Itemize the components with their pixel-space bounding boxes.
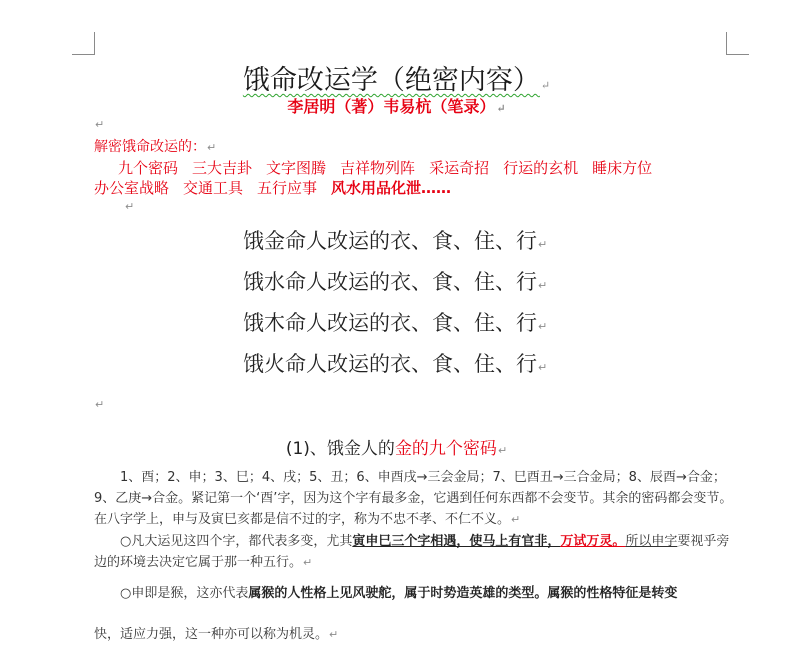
paragraph-mark: ↵	[95, 118, 105, 131]
paragraph-2: ○凡大运见这四个字，都代表多变，尤其寅申巳三个字相遇，使马上有官非，万试万灵。所以申字要视乎旁边的环境去决定它属于那一种五行。↵	[94, 534, 730, 570]
intro-item: 文字图腾	[266, 159, 327, 177]
document-subtitle: 李居明（著）韦易杭（笔录）↵	[287, 97, 506, 116]
big-line-fire: 饿火命人改运的衣、食、住、行↵	[243, 352, 548, 376]
intro-item: 办公室战略	[94, 179, 170, 197]
paragraph-4: 快，适应力强，这一种亦可以称为机灵。↵	[94, 627, 339, 642]
intro-item: 采运奇招	[429, 159, 490, 177]
big-line-metal: 饿金命人改运的衣、食、住、行↵	[243, 229, 548, 253]
paragraph-mark: ↵	[95, 398, 105, 411]
crop-mark-top-right	[726, 32, 749, 55]
intro-item: 睡床方位	[592, 159, 653, 177]
paragraph-mark: ↵	[125, 200, 135, 213]
document-title: 饿命改运学（绝密内容）↵	[242, 65, 551, 96]
intro-item: 行运的玄机	[503, 159, 579, 177]
paragraph-1: 1、酉；2、申；3、巳；4、戌；5、丑；6、申酉戌→三会金局；7、巳酉丑→三合金局；8、辰酉→合金；9、乙庚→合金。紧记第一个‘酉’字，因为这个字有最多金，它遇到任何东西都不会变节。其余的密码都会变节。在八字学上，申与及寅巳亥都是信不过的字，称为不忠不孝、不仁不义。↵	[94, 470, 733, 527]
intro-item: 三大吉卦	[192, 159, 253, 177]
paragraph-3: ○申即是猴，这亦代表属猴的人性格上见风驶舵，属于时势造英雄的类型。属猴的性格特征是转变	[120, 586, 678, 601]
big-line-wood: 饿木命人改运的衣、食、住、行↵	[243, 311, 548, 335]
intro-item: 五行应事	[257, 179, 318, 197]
intro-item-bold: 风水用品化泄……	[331, 179, 452, 197]
big-line-water: 饿水命人改运的衣、食、住、行↵	[243, 270, 548, 294]
intro-item: 吉祥物列阵	[340, 159, 416, 177]
intro-item: 九个密码	[118, 159, 179, 177]
intro-items-line1	[94, 157, 652, 178]
intro-item: 交通工具	[183, 179, 244, 197]
section-title: (1)、饿金人的金的九个密码↵	[285, 439, 508, 459]
intro-heading: 解密饿命改运的：↵	[94, 139, 217, 155]
crop-mark-top-left	[72, 32, 95, 55]
intro-items-line2	[94, 177, 451, 198]
